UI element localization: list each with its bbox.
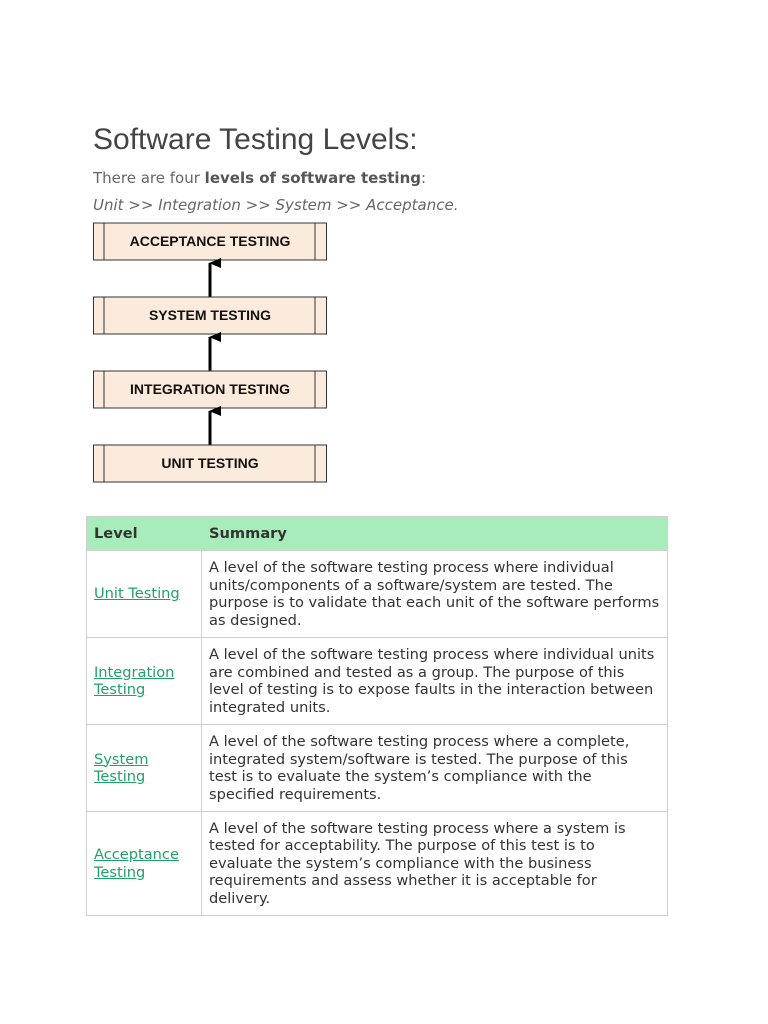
intro-suffix: : [421, 169, 427, 187]
level-cell [87, 725, 202, 812]
intro-bold: levels of software testing [204, 169, 421, 187]
table-row [87, 551, 668, 638]
intro-paragraph [93, 168, 426, 188]
summary-text: A level of the software testing process where individual units are combined and tested as a group. The purpose of this level of testing is to expose faults in the interaction between integrated units. [209, 646, 655, 716]
testing-levels-diagram [93, 222, 327, 483]
diagram-box-acceptance [94, 223, 327, 260]
table-row [87, 812, 668, 916]
summary-text: A level of the software testing process where a complete, integrated system/software is tested. The purpose of this test is to evaluate the system’s compliance with the specified requirements. [209, 733, 630, 803]
column-header-level: Level [87, 517, 202, 551]
column-header-summary: Summary [202, 517, 668, 551]
level-cell [87, 551, 202, 638]
diagram-svg [93, 222, 327, 483]
summary-text: A level of the software testing process where individual units/components of a software/system are tested. The purpose is to validate that each unit of the software performs as designed. [209, 559, 660, 629]
level-link-integration-testing[interactable]: Integration Testing [94, 663, 175, 698]
table-header-row [87, 517, 668, 551]
intro-prefix: There are four [93, 169, 205, 187]
testing-levels-table [86, 516, 668, 916]
page-title: Software Testing Levels: [93, 123, 418, 156]
diagram-box-unit [94, 445, 327, 482]
level-link-system-testing[interactable]: System Testing [94, 750, 149, 785]
summary-cell [202, 725, 668, 812]
diagram-box-system [94, 297, 327, 334]
table-row [87, 725, 668, 812]
level-link-acceptance-testing[interactable]: Acceptance Testing [94, 846, 179, 881]
summary-cell [202, 812, 668, 916]
summary-text: A level of the software testing process where a system is tested for acceptability. The purpose of this test is to evaluate the system’s compliance with the business requirements and assess whether it is acceptable for delivery. [209, 819, 626, 907]
diagram-box-label: INTEGRATION TESTING [130, 381, 290, 397]
level-link-unit-testing[interactable]: Unit Testing [94, 585, 180, 603]
diagram-box-integration [94, 371, 327, 408]
level-cell [87, 638, 202, 725]
diagram-box-label: SYSTEM TESTING [148, 307, 272, 323]
summary-cell [202, 638, 668, 725]
diagram-box-label: UNIT TESTING [161, 455, 259, 471]
table-row [87, 638, 668, 725]
summary-cell [202, 551, 668, 638]
level-cell [87, 812, 202, 916]
diagram-box-label: ACCEPTANCE TESTING [129, 233, 291, 249]
testing-sequence: Unit >> Integration >> System >> Acceptance. [93, 196, 459, 214]
